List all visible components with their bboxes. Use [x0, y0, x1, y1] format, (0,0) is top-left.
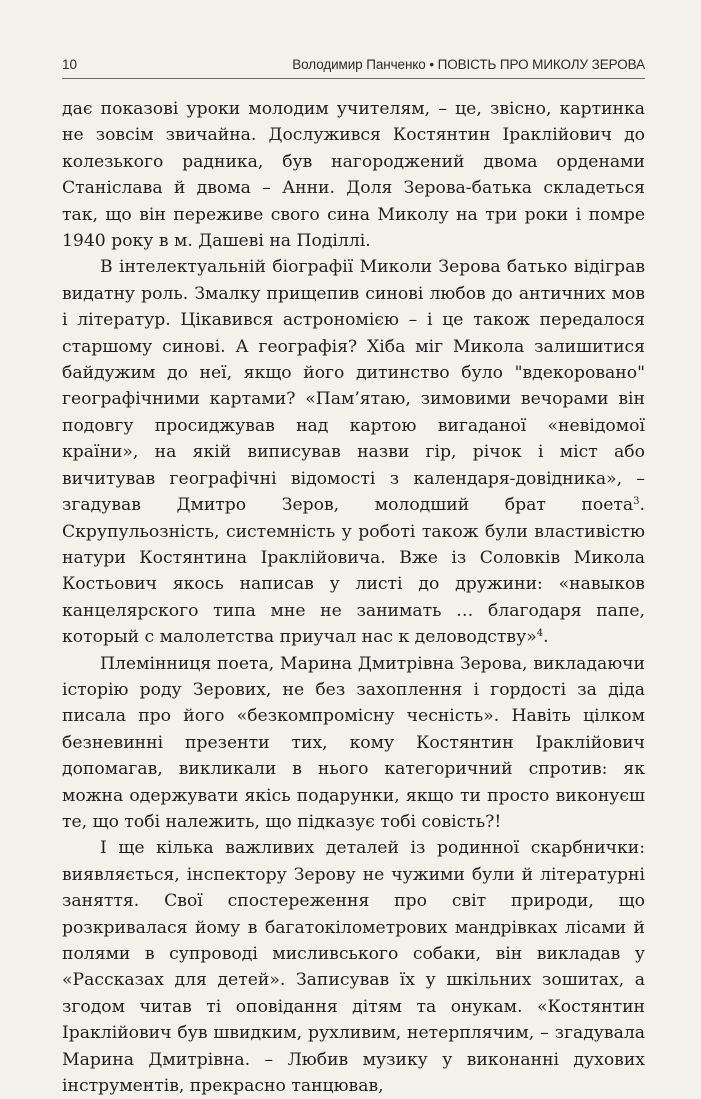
- paragraph-2: [62, 254, 645, 650]
- main-text: [62, 96, 645, 1099]
- paragraph-3: Племінниця поета, Марина Дмитрівна Зерова, викладаючи історію роду Зерових, не без захоплення і гордості за діда писала про його «безкомпромісну чесність». Навіть цілком безневинні презенти тих, кому Костянтин Іраклійович допомагав, викликали в нього категоричний спротив: як можна одержувати якісь подарунки, якщо ти просто виконуєш те, що тобі належить, що підказує тобі совість?!: [62, 653, 645, 832]
- page-number: 10: [62, 57, 78, 72]
- footnote-ref-3: 3: [633, 496, 640, 508]
- paragraph-2-part-a: В інтелектуальній біографії Миколи Зерова батько відіграв видатну роль. Змалку прищепив синові любов до античних мов і літератур. Цікавився астрономією – і це також передалося старшому синові. А географія? Хіба міг Микола залишитися байдужим до неї, якщо його дитинство було "вдекоровано" географічними картами? «Пам’ятаю, зимовими вечорами він подовгу просиджував над картою вигаданої «невідомої країни», на якій виписував назви гір, річок і міст або вичитував географічні відомості з календаря-довідника», – згадував Дмитро Зеров, молодший брат поета: [62, 257, 645, 516]
- paragraph-2-part-b: . Скрупульозність, системність у роботі також були властивістю натури Костянтина Іраклійовича. Вже із Соловків Микола Костьович якось написав у листі до дружини: «навыков канцелярского типа мне не занимать … благодаря папе, который с малолетства приучал нас к деловодству»: [62, 495, 645, 648]
- paragraph-2-part-c: .: [543, 627, 549, 648]
- running-title: Володимир Панченко • ПОВІСТЬ ПРО МИКОЛУ ЗЕРОВА: [292, 57, 645, 72]
- footnote-ref-4: 4: [536, 628, 544, 640]
- page-header: [62, 52, 645, 79]
- paragraph-4: І ще кілька важливих деталей із родинної скарбнички: виявляється, інспектору Зерову не чужими були й літературні заняття. Свої спостереження про світ природи, що розкривалася йому в багатокілометрових мандрівках лісами й полями в супроводі мисливського собаки, він викладав у «Рассказах для детей». Записував їх у шкільних зошитах, а згодом читав ті оповідання дітям та онукам. «Костянтин Іраклійович був швидким, рухливим, нетерплячим, – згадувала Марина Дмитрівна. – Любив музику у виконанні духових інструментів, прекрасно танцював,: [62, 838, 645, 1097]
- paragraph-1: дає показові уроки молодим учителям, – це, звісно, картинка не зовсім звичайна. Дослужився Костянтин Іраклійович до колезького радника, був нагороджений двома орденами Станіслава й двома – Анни. Доля Зерова-батька складеться так, що він переживе свого сина Миколу на три роки і помре 1940 року в м. Дашеві на Поділлі.: [62, 99, 645, 252]
